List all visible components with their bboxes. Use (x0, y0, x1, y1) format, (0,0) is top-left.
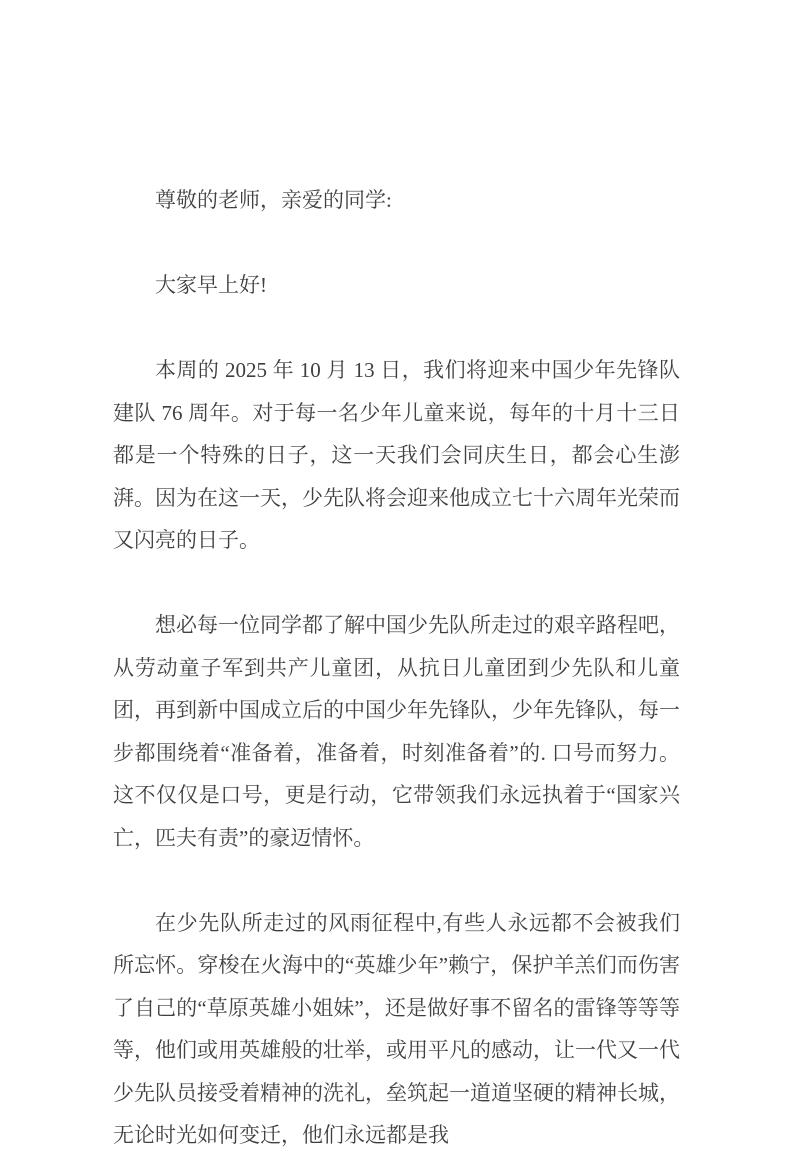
paragraph-body-2: 想必每一位同学都了解中国少先队所走过的艰辛路程吧，从劳动童子军到共产儿童团，从抗日儿童团到少先队和儿童团，再到新中国成立后的中国少年先锋队，少年先锋队，每一步都围绕着“准备着，准备着，时刻准备着”的. 口号而努力。这不仅仅是口号，更是行动，它带领我们永远执着于“国家兴亡，匹夫有责”的豪迈情怀。 (113, 613, 680, 850)
paragraph-salutation: 尊敬的老师，亲爱的同学: (155, 188, 392, 212)
paragraph-body-3: 在少先队所走过的风雨征程中,有些人永远都不会被我们所忘怀。穿梭在火海中的“英雄少年”赖宁，保护羊羔们而伤害了自己的“草原英雄小姐妹”，还是做好事不留名的雷锋等等等等，他们或用英雄般的壮举，或用平凡的感动，让一代又一代少先队员接受着精神的洗礼，垒筑起一道道坚硬的精神长城，无论时光如何变迁，他们永远都是我 (113, 910, 680, 1147)
paragraph-greeting: 大家早上好! (155, 273, 267, 297)
document-body (113, 179, 680, 1157)
paragraph-body-1: 本周的 2025 年 10 月 13 日，我们将迎来中国少年先锋队建队 76 周年。对于每一名少年儿童来说，每年的十月十三日都是一个特殊的日子，这一天我们会同庆生日，都会心生澎湃。因为在这一天，少先队将会迎来他成立七十六周年光荣而又闪亮的日子。 (113, 358, 680, 552)
